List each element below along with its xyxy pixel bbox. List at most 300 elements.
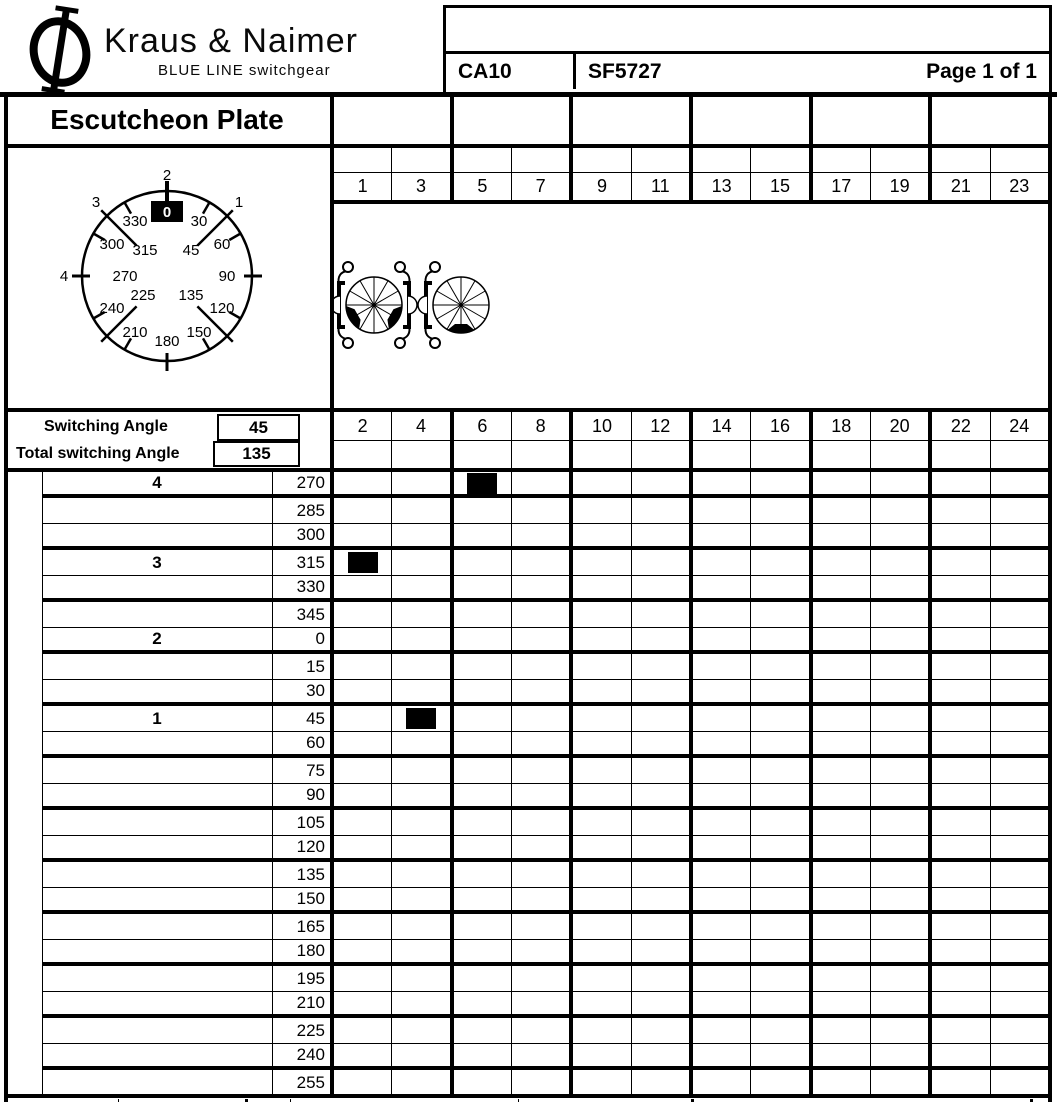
- contact-cell: [870, 680, 928, 702]
- contact-cell: [391, 888, 449, 910]
- svg-text:270: 270: [112, 268, 138, 285]
- contact-cells: [334, 1070, 1048, 1096]
- contact-cell: [511, 810, 569, 835]
- contact-cell: [450, 472, 511, 494]
- terminal-number-top: 21: [928, 173, 989, 200]
- contact-cell: [450, 992, 511, 1014]
- contact-cell: [511, 680, 569, 702]
- contact-cell: [511, 628, 569, 650]
- contact-cell: [750, 680, 808, 702]
- contact-cell: [990, 472, 1048, 494]
- contact-cell: [391, 966, 449, 991]
- contact-cell: [689, 472, 750, 494]
- position-number-cell: 3: [152, 552, 162, 572]
- contact-cell: [569, 654, 630, 679]
- contact-cell: [631, 602, 689, 627]
- contact-cell: [334, 498, 391, 523]
- contact-cell: [990, 914, 1048, 939]
- contact-cell: [809, 758, 870, 783]
- contact-cell: [450, 1018, 511, 1043]
- grid-spacer-cell: [391, 148, 449, 172]
- angle-cell: 135: [296, 864, 325, 884]
- contact-cell: [928, 784, 989, 806]
- contact-cell: [569, 1018, 630, 1043]
- terminal-number-top: 13: [689, 173, 750, 200]
- contact-cell: [689, 784, 750, 806]
- switching-table-row: [42, 1070, 1048, 1096]
- contact-cell: [334, 706, 391, 731]
- angle-cell: 0: [315, 629, 325, 648]
- contact-cell: [334, 888, 391, 910]
- contact-cell: [334, 836, 391, 858]
- contact-cells: [334, 472, 1048, 494]
- switching-table-row: [42, 576, 1048, 602]
- switching-table-row: [42, 524, 1048, 550]
- contact-cell: [631, 680, 689, 702]
- terminal-number-bottom: 22: [928, 412, 989, 440]
- terminal-number-bottom: 10: [569, 412, 630, 440]
- switching-table-row: [42, 966, 1048, 992]
- contact-cell: [928, 758, 989, 783]
- contact-cell: [391, 706, 449, 731]
- contact-cell: [334, 1018, 391, 1043]
- contact-cell: [809, 888, 870, 910]
- contact-cell: [511, 888, 569, 910]
- svg-text:225: 225: [130, 287, 156, 304]
- switching-table-row: [42, 940, 1048, 966]
- angle-cell: 300: [296, 525, 325, 544]
- contact-cell: [928, 498, 989, 523]
- contact-cell: [631, 810, 689, 835]
- contact-cell: [990, 602, 1048, 627]
- switching-table-row: [42, 602, 1048, 628]
- grid-spacer-cell: [569, 148, 630, 172]
- contact-closed-mark: [348, 552, 378, 573]
- terminal-group-row: [334, 97, 1048, 144]
- contact-cell: [990, 628, 1048, 650]
- grid-spacer-cell: [928, 441, 989, 468]
- contact-cell: [391, 472, 449, 494]
- contact-cell: [928, 888, 989, 910]
- contact-cell: [569, 706, 630, 731]
- contact-cell: [334, 732, 391, 754]
- contact-cell: [870, 1070, 928, 1096]
- contact-cell: [990, 732, 1048, 754]
- contact-cell: [870, 602, 928, 627]
- svg-text:60: 60: [213, 236, 231, 253]
- contact-cell: [391, 862, 449, 887]
- contact-cell: [569, 784, 630, 806]
- contact-cell: [689, 914, 750, 939]
- contact-cell: [334, 628, 391, 650]
- contact-cell: [631, 1018, 689, 1043]
- contact-cell: [511, 706, 569, 731]
- terminal-group-cell: [689, 97, 809, 144]
- contact-cells: [334, 1044, 1048, 1066]
- terminal-number-bottom: 24: [990, 412, 1048, 440]
- contact-cell: [809, 914, 870, 939]
- contact-cell: [689, 940, 750, 962]
- contact-cell: [450, 602, 511, 627]
- contact-cell: [631, 472, 689, 494]
- svg-text:120: 120: [209, 300, 235, 317]
- angle-cell: 60: [306, 733, 325, 752]
- contact-cell: [569, 1070, 630, 1096]
- switching-table-row: [42, 862, 1048, 888]
- contact-cell: [511, 862, 569, 887]
- cam-symbol-contacts-1-2-3-4: [334, 262, 417, 348]
- contact-cell: [750, 1070, 808, 1096]
- contact-cell: [631, 706, 689, 731]
- contact-cell: [928, 914, 989, 939]
- contact-cell: [450, 914, 511, 939]
- position-number-cell: [42, 680, 272, 702]
- contact-cell: [809, 628, 870, 650]
- contact-cell: [631, 914, 689, 939]
- position-number-cell: [42, 992, 272, 1014]
- grid-spacer-cell: [809, 148, 870, 172]
- contact-cell: [391, 940, 449, 962]
- contact-cell: [391, 654, 449, 679]
- contact-cell: [450, 706, 511, 731]
- terminal-number-top: 9: [569, 173, 630, 200]
- contact-cell: [928, 524, 989, 546]
- contact-cell: [511, 1018, 569, 1043]
- contact-cell: [631, 862, 689, 887]
- contact-cell: [750, 914, 808, 939]
- contact-cell: [391, 1070, 449, 1096]
- contact-cell: [334, 550, 391, 575]
- contact-cell: [689, 992, 750, 1014]
- angle-cell: 180: [296, 941, 325, 960]
- svg-text:150: 150: [186, 324, 212, 341]
- contact-cell: [689, 1018, 750, 1043]
- switching-table-row: [42, 1018, 1048, 1044]
- contact-cell: [511, 654, 569, 679]
- contact-cell: [750, 654, 808, 679]
- contact-cell: [631, 992, 689, 1014]
- contact-cell: [631, 628, 689, 650]
- contact-cell: [391, 550, 449, 575]
- svg-text:2: 2: [162, 167, 172, 184]
- contact-cell: [750, 498, 808, 523]
- contact-cell: [511, 836, 569, 858]
- contact-cell: [750, 888, 808, 910]
- angle-cell: 210: [296, 993, 325, 1012]
- switching-table-row: [42, 784, 1048, 810]
- contact-cell: [631, 784, 689, 806]
- contact-cell: [809, 602, 870, 627]
- contact-cell: [990, 576, 1048, 598]
- position-number-cell: [42, 524, 272, 546]
- contact-cell: [928, 1018, 989, 1043]
- switching-table-row: [42, 810, 1048, 836]
- contact-cells: [334, 914, 1048, 939]
- position-number-cell: [42, 732, 272, 754]
- contact-cell: [511, 472, 569, 494]
- contact-cell: [631, 524, 689, 546]
- svg-text:135: 135: [178, 287, 204, 304]
- contact-cells: [334, 706, 1048, 731]
- contact-cell: [870, 862, 928, 887]
- terminal-number-top: 7: [511, 173, 569, 200]
- grid-spacer-cell: [511, 148, 569, 172]
- contact-cell: [631, 654, 689, 679]
- contact-cell: [689, 1070, 750, 1096]
- terminal-number-top: 17: [809, 173, 870, 200]
- contact-cell: [450, 758, 511, 783]
- contact-cell: [391, 1018, 449, 1043]
- contact-cell: [990, 836, 1048, 858]
- contact-cell: [809, 1044, 870, 1066]
- page-indicator: Page 1 of 1: [926, 59, 1037, 83]
- contact-cell: [750, 966, 808, 991]
- contact-cell: [750, 784, 808, 806]
- contact-cell: [870, 550, 928, 575]
- contact-cell: [631, 550, 689, 575]
- contact-cells: [334, 966, 1048, 991]
- dial-inner-labels: [130, 242, 203, 304]
- angle-cell: 330: [296, 577, 325, 596]
- contact-cell: [569, 966, 630, 991]
- contact-cells: [334, 810, 1048, 835]
- contact-cells: [334, 680, 1048, 702]
- contact-cell: [631, 836, 689, 858]
- contact-cell: [334, 758, 391, 783]
- contact-cells: [334, 888, 1048, 910]
- position-number-cell: 4: [152, 473, 162, 492]
- contact-cell: [990, 1070, 1048, 1096]
- svg-text:315: 315: [132, 242, 158, 259]
- switching-angle-label: Switching Angle: [44, 417, 168, 435]
- contact-cell: [450, 680, 511, 702]
- terminal-numbers-top-row: [334, 173, 1048, 200]
- contact-cell: [928, 810, 989, 835]
- switching-table-row: [42, 888, 1048, 914]
- contact-cell: [511, 576, 569, 598]
- contact-cell: [689, 498, 750, 523]
- contact-cell: [809, 992, 870, 1014]
- contact-cell: [511, 992, 569, 1014]
- contact-cell: [569, 732, 630, 754]
- switching-table-row: [42, 472, 1048, 498]
- contact-cell: [809, 862, 870, 887]
- contact-cell: [569, 836, 630, 858]
- contact-cell: [450, 732, 511, 754]
- contact-cell: [569, 810, 630, 835]
- contact-cell: [391, 836, 449, 858]
- terminal-number-top: 23: [990, 173, 1048, 200]
- position-number-cell: [42, 914, 272, 939]
- contact-cell: [569, 862, 630, 887]
- contact-cell: [689, 654, 750, 679]
- cam-symbol-contact-5-6: [418, 262, 489, 348]
- contact-closed-mark: [406, 708, 436, 729]
- contact-cells: [334, 550, 1048, 575]
- svg-text:90: 90: [218, 268, 236, 285]
- contact-cell: [569, 602, 630, 627]
- drawing-number: SF5727: [588, 59, 662, 83]
- terminal-number-bottom: 20: [870, 412, 928, 440]
- contact-cell: [750, 862, 808, 887]
- position-number-cell: [42, 654, 272, 679]
- contact-cell: [631, 1044, 689, 1066]
- contact-cell: [750, 992, 808, 1014]
- contact-cell: [928, 602, 989, 627]
- svg-text:45: 45: [182, 242, 200, 259]
- contact-cell: [334, 602, 391, 627]
- contact-cell: [689, 628, 750, 650]
- contact-cell: [450, 1070, 511, 1096]
- position-number-cell: [42, 966, 272, 991]
- contact-cell: [928, 1070, 989, 1096]
- contact-cell: [391, 628, 449, 650]
- angle-cell: 285: [296, 500, 325, 520]
- contact-cell: [334, 940, 391, 962]
- switching-table-row: [42, 550, 1048, 576]
- contact-cell: [334, 680, 391, 702]
- grid-spacer-cell: [750, 441, 808, 468]
- contact-cell: [689, 706, 750, 731]
- brand-name: Kraus & Naimer: [104, 22, 358, 60]
- contact-cell: [750, 628, 808, 650]
- position-number-cell: [42, 862, 272, 887]
- contact-cells: [334, 576, 1048, 598]
- terminal-number-top: 19: [870, 173, 928, 200]
- contact-cell: [990, 758, 1048, 783]
- terminal-number-bottom: 8: [511, 412, 569, 440]
- switching-table-row: [42, 914, 1048, 940]
- position-number-cell: [42, 498, 272, 523]
- contact-cell: [990, 888, 1048, 910]
- sheet-right-border: [1048, 97, 1052, 1102]
- contact-cell: [750, 550, 808, 575]
- contact-cells: [334, 940, 1048, 962]
- svg-text:180: 180: [154, 333, 180, 350]
- switching-table-row: [42, 654, 1048, 680]
- contact-cell: [569, 576, 630, 598]
- grid-spacer-row-top: [334, 148, 1048, 173]
- contact-cell: [870, 836, 928, 858]
- angle-cell: 195: [296, 968, 325, 988]
- position-number-cell: [42, 602, 272, 627]
- contact-cell: [689, 758, 750, 783]
- contact-cell: [334, 576, 391, 598]
- contact-cell: [928, 654, 989, 679]
- contact-cell: [809, 784, 870, 806]
- contact-cell: [809, 576, 870, 598]
- contact-cell: [334, 810, 391, 835]
- angle-cell: 240: [296, 1045, 325, 1064]
- contact-cell: [928, 940, 989, 962]
- svg-text:210: 210: [122, 324, 148, 341]
- contact-cell: [450, 498, 511, 523]
- contact-cell: [631, 1070, 689, 1096]
- contact-cell: [750, 1044, 808, 1066]
- terminal-number-bottom: 18: [809, 412, 870, 440]
- contact-cell: [990, 1018, 1048, 1043]
- contact-cell: [631, 966, 689, 991]
- contact-cell: [928, 862, 989, 887]
- contact-cell: [809, 1018, 870, 1043]
- contact-cell: [334, 992, 391, 1014]
- contact-cell: [569, 472, 630, 494]
- grid-spacer-cell: [334, 441, 391, 468]
- contact-cell: [689, 602, 750, 627]
- contact-cell: [391, 810, 449, 835]
- dial-zero-label: 0: [162, 204, 172, 221]
- angle-cell: 225: [296, 1020, 325, 1040]
- contact-cell: [334, 654, 391, 679]
- position-number-cell: [42, 888, 272, 910]
- terminal-number-top: 1: [357, 176, 368, 196]
- contact-cell: [990, 784, 1048, 806]
- contact-cell: [631, 888, 689, 910]
- contact-cell: [750, 810, 808, 835]
- contact-cell: [809, 680, 870, 702]
- contact-cell: [809, 940, 870, 962]
- contact-cell: [870, 732, 928, 754]
- position-number-cell: [42, 940, 272, 962]
- sheet-title: Escutcheon Plate: [50, 104, 284, 135]
- title-block: [443, 5, 1052, 92]
- contact-cells: [334, 784, 1048, 806]
- contact-cell: [750, 576, 808, 598]
- grid-spacer-cell: [990, 148, 1048, 172]
- contact-cell: [391, 498, 449, 523]
- contact-cell: [569, 498, 630, 523]
- contact-cell: [511, 524, 569, 546]
- grid-spacer-cell: [870, 441, 928, 468]
- switching-table-row: [42, 732, 1048, 758]
- svg-text:330: 330: [122, 213, 148, 230]
- switching-table-row: [42, 680, 1048, 706]
- contact-cell: [391, 992, 449, 1014]
- contact-cell: [450, 888, 511, 910]
- contact-cell: [928, 732, 989, 754]
- contact-cell: [990, 550, 1048, 575]
- contact-cells: [334, 758, 1048, 783]
- terminal-group-cell: [809, 97, 929, 144]
- terminal-number-top: 5: [450, 173, 511, 200]
- grid-spacer-cell: [631, 441, 689, 468]
- contact-cell: [334, 1044, 391, 1066]
- contact-cell: [750, 732, 808, 754]
- contact-cell: [809, 836, 870, 858]
- contact-cells: [334, 862, 1048, 887]
- angle-cell: 90: [306, 785, 325, 804]
- angle-cell: 120: [296, 837, 325, 856]
- total-switching-angle-label: Total switching Angle: [16, 445, 180, 462]
- contact-cell: [870, 706, 928, 731]
- contact-cell: [450, 628, 511, 650]
- terminal-numbers-bottom-row: [334, 412, 1048, 441]
- contact-cell: [990, 654, 1048, 679]
- contact-cell: [750, 602, 808, 627]
- grid-spacer-cell: [689, 441, 750, 468]
- contact-cell: [334, 914, 391, 939]
- contact-cell: [689, 550, 750, 575]
- contact-cell: [809, 524, 870, 546]
- contact-cell: [870, 914, 928, 939]
- contact-cell: [809, 472, 870, 494]
- contact-cell: [990, 680, 1048, 702]
- contact-cell: [870, 628, 928, 650]
- contact-cell: [928, 680, 989, 702]
- contact-cell: [391, 758, 449, 783]
- contact-cell: [511, 498, 569, 523]
- contact-cell: [689, 524, 750, 546]
